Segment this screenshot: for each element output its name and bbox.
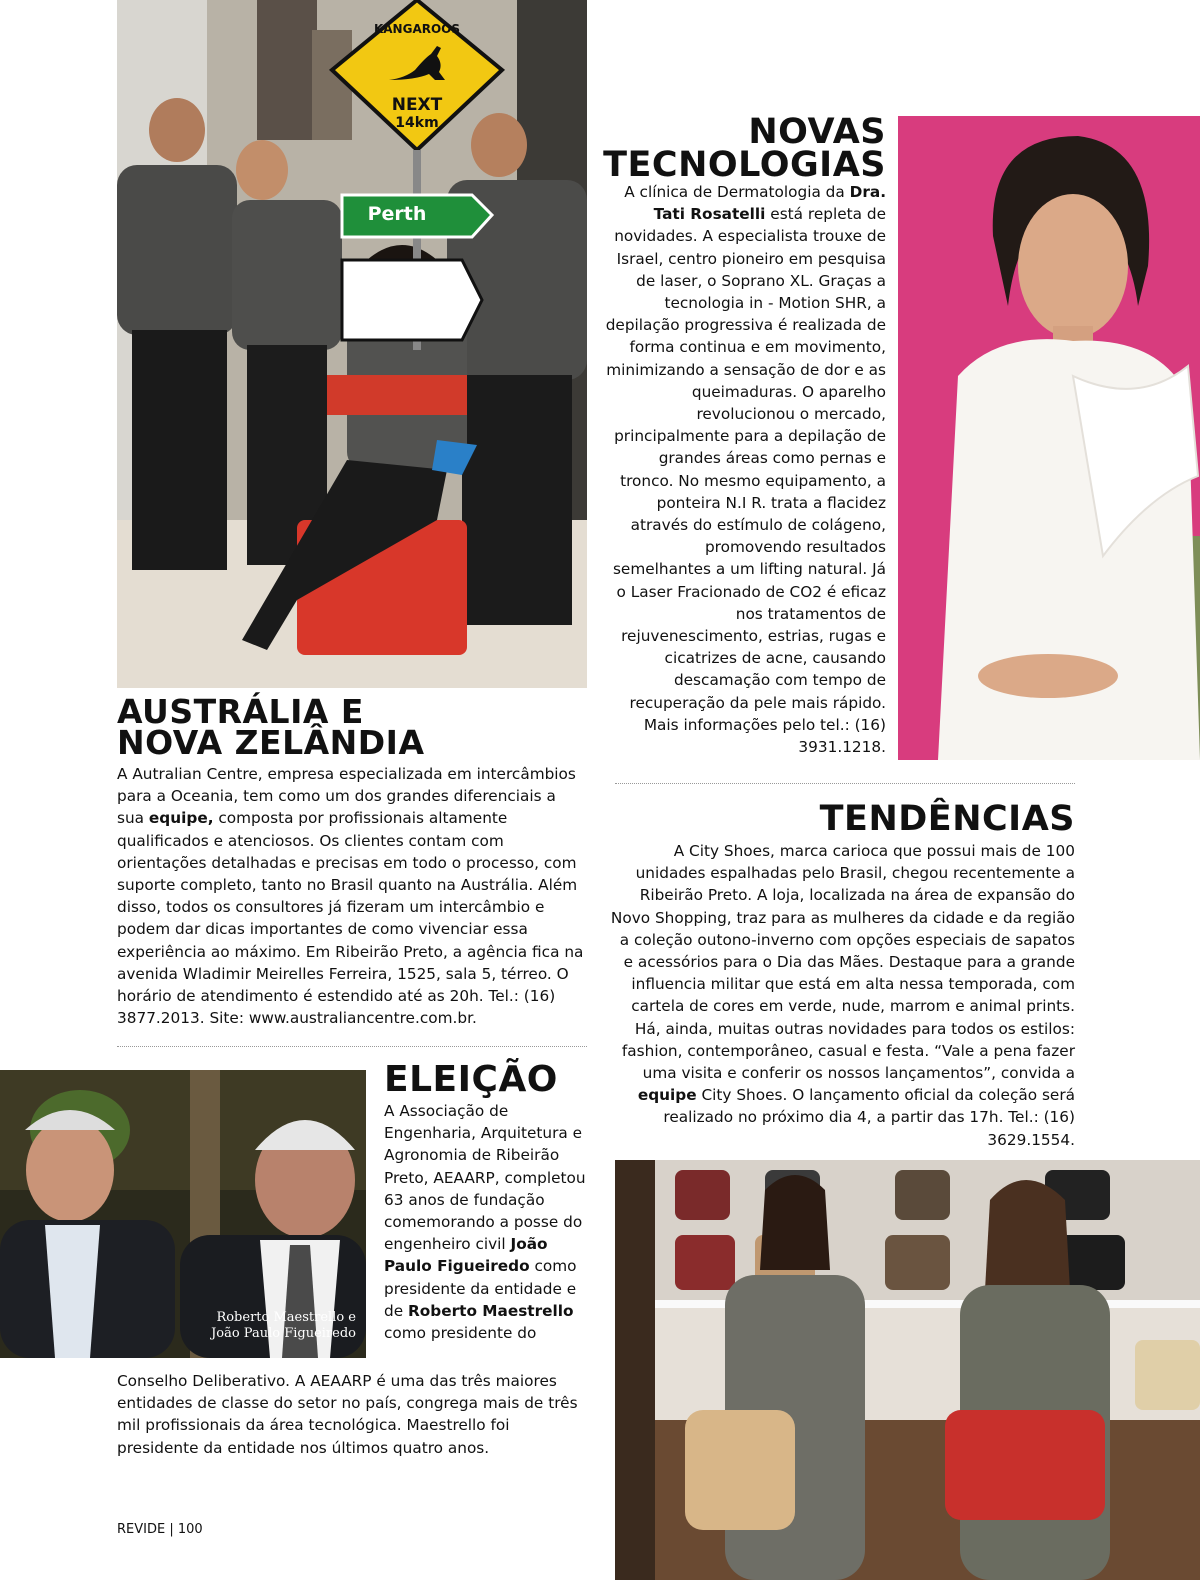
- novas-title-line2: TECNOLOGIAS: [603, 145, 886, 186]
- kangaroo-icon: [385, 40, 449, 85]
- eleicao-text-1: A Associação de Engenharia, Arquitetura e Agronomia de Ribeirão Preto, AEAARP, completou 63 anos de fundação comemorando a posse do engenheiro civil: [384, 1102, 586, 1254]
- divider-left: [117, 1046, 587, 1047]
- divider-right: [615, 783, 1075, 784]
- australia-bold-1: equipe,: [148, 809, 214, 828]
- eleicao-bold-2: Roberto Maestrello: [407, 1301, 574, 1320]
- sign-perth-label: Perth: [367, 203, 427, 225]
- eleicao-body-full: [117, 1370, 592, 1459]
- eleicao-text-3: como presidente do: [384, 1324, 537, 1343]
- tendencias-title: TENDÊNCIAS: [819, 799, 1075, 839]
- tendencias-text-1: A City Shoes, marca carioca que possui mais de 100 unidades espalhadas pelo Brasil, chegou recentemente a Ribeirão Preto. A loja, localizada na área de expansão do Novo Shopping, traz para as mulheres da cidade e da região a coleção outono-inverno com opções especiais de sapatos e acessórios para o Dia das Mães. Destaque para a grande influencia militar que está em alta nessa temporada, com cartela de cores em verde, nude, marrom e animal prints. Há, ainda, muitas outras novidades para todos os estilos: fashion, contemporâneo, casual e festa. “Vale a pena fazer uma visita e conferir os nossos lançamentos”, convida a: [610, 842, 1075, 1083]
- novas-text-1: A clínica de Dermatologia da: [624, 183, 850, 201]
- tendencias-bold-1: equipe: [637, 1086, 697, 1105]
- footer-separator: |: [169, 1522, 174, 1537]
- australia-text-2: composta por profissionais altamente qualificados e atenciosos. Os clientes contam com orientações detalhadas e precisas em todo o processo, com suporte completo, tanto no Brasil quanto na Austrália. Além disso, todos os consultores já fizeram um intercâmbio e podem dar dicas importantes de como vivenciar essa experiência ao máximo. Em Ribeirão Preto, a agência fica na avenida Wladimir Meirelles Ferreira, 1525, sala 5, térreo. O horário de atendimento é estendido até as 20h. Tel.: (16) 3877.2013. Site: www.australiancentre.com.br.: [117, 809, 584, 1028]
- caption-line1: Roberto Maestrello e: [216, 1310, 356, 1325]
- australia-title: [117, 692, 425, 763]
- eleicao-caption: [150, 1310, 356, 1342]
- tendencias-text-2: City Shoes. O lançamento oficial da coleção será realizado no próximo dia 4, a partir das 17h. Tel.: (16) 3629.1554.: [663, 1086, 1075, 1149]
- australia-body: [117, 763, 587, 1029]
- footer-page-number: 100: [177, 1522, 203, 1537]
- eleicao-text-2: como presidente da entidade e de: [384, 1257, 577, 1320]
- australia-text-1: A Autralian Centre, empresa especializada em intercâmbios para a Oceania, tem como um dos grandes diferenciais a sua: [117, 765, 576, 828]
- sign-next-label: NEXT: [391, 95, 443, 115]
- australia-title-line1: AUSTRÁLIA E: [117, 692, 364, 731]
- eleicao-bold-1: João Paulo Figueiredo: [384, 1235, 548, 1276]
- eleicao-photo: [0, 1070, 366, 1358]
- city-shoes-photo: [615, 1160, 1200, 1580]
- novas-title-line1: NOVAS: [748, 112, 886, 152]
- footer-magazine: REVIDE: [117, 1522, 166, 1537]
- australia-title-line2: NOVA ZELÂNDIA: [117, 723, 425, 763]
- novas-title: [560, 112, 886, 186]
- page-footer: [117, 1522, 203, 1537]
- novas-body: [604, 181, 886, 758]
- doctor-portrait-photo: [898, 116, 1200, 760]
- australia-team-photo: [117, 0, 587, 688]
- novas-bold-1: Dra. Tati Rosatelli: [653, 183, 886, 224]
- novas-text-2: está repleta de novidades. A especialista trouxe de Israel, centro pioneiro em pesquisa de laser, o Soprano XL. Graças a tecnologia in - Motion SHR, a depilação progressiva é realizada de forma continua e em movimento, minimizando a sensação de dor e as queimaduras. O aparelho revolucionou o mercado, principalmente para a depilação de grandes áreas como pernas e tronco. No mesmo equipamento, a ponteira N.I R. trata a flacidez através do estímulo de colágeno, promovendo resultados semelhantes a um lifting natural. Já o Laser Fracionado de CO2 é eficaz nos tratamentos de rejuvenescimento, estrias, rugas e cicatrizes de acne, causando descamação com tempo de recuperação da pele mais rápido. Mais informações pelo tel.: (16) 3931.1218.: [605, 205, 886, 757]
- eleicao-text-4: Conselho Deliberativo. A AEAARP é uma das três maiores entidades de classe do setor no país, congrega mais de três mil profissionais da área tecnológica. Maestrello foi presidente da entidade nos últimos quatro anos.: [117, 1372, 578, 1457]
- tendencias-body: [609, 840, 1075, 1151]
- sign-kangaroos-label: KANGAROOS: [373, 22, 461, 36]
- eleicao-body-column: [384, 1100, 594, 1344]
- eleicao-title: ELEIÇÃO: [384, 1059, 558, 1100]
- caption-line2: João Paulo Figueiredo: [211, 1326, 356, 1341]
- sign-km-label: 14km: [395, 115, 439, 131]
